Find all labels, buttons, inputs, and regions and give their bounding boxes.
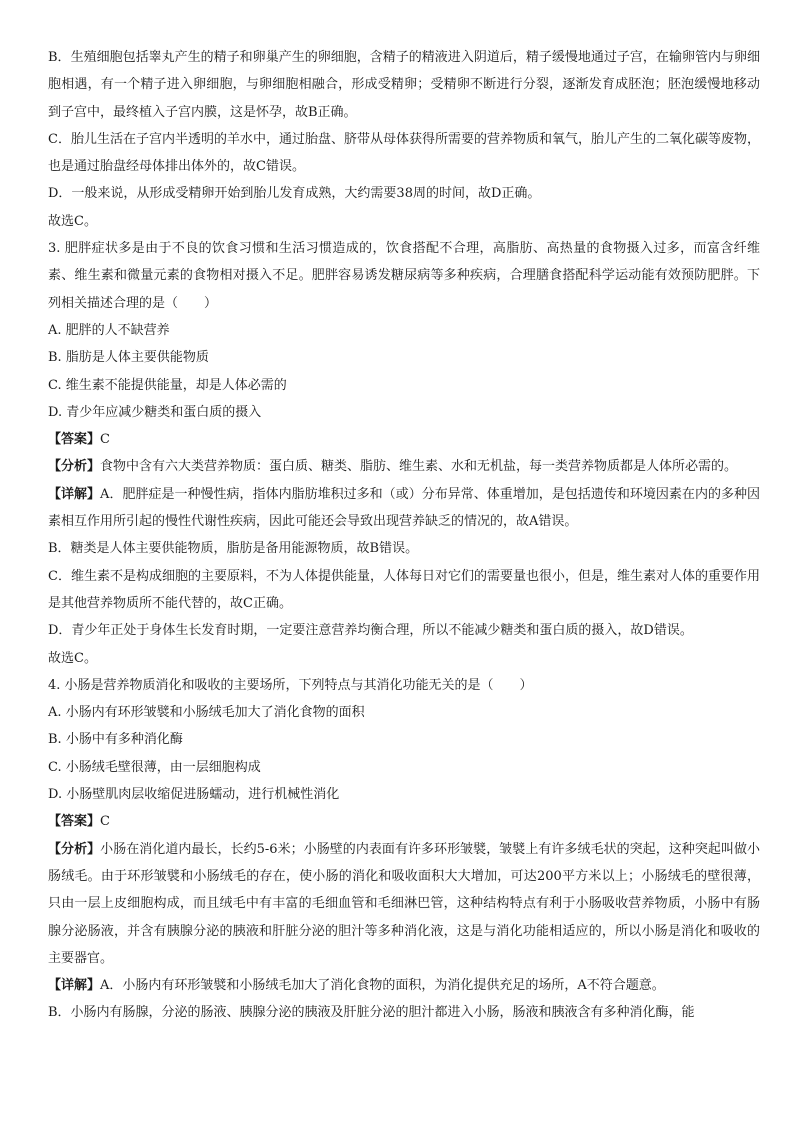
- q3-option-a: A. 肥胖的人不缺营养: [48, 322, 170, 338]
- q4-analysis: [48, 836, 760, 972]
- q3-detail-a: [48, 481, 760, 536]
- q4-analysis-text: 小肠在消化道内最长，长约5-6米；小肠壁的内表面有许多环形皱襞，皱襞上有许多绒毛状的突起，这种突起叫做小肠绒毛。由于环形皱襞和小肠绒毛的存在，使小肠的消化和吸收面积大大增加，可达200平方米以上；小肠绒毛的壁很薄，只由一层上皮细胞构成，而且绒毛中有丰富的毛细血管和毛细淋巴管，这种结构特点有利于小肠吸收营养物质，小肠中有肠腺分泌肠液，并含有胰腺分泌的胰液和肝脏分泌的胆汁等多种消化液，这是与消化功能相适应的，所以小肠是消化和吸收的主要器官。: [48, 841, 760, 966]
- q3-detail-c: C．维生素不是构成细胞的主要原料，不为人体提供能量，人体每日对它们的需要量也很小，但是，维生素对人体的重要作用是其他营养物质所不能代替的，故C正确。: [48, 568, 760, 611]
- q3-analysis-text: 食物中含有六大类营养物质：蛋白质、糖类、脂肪、维生素、水和无机盐，每一类营养物质都是人体所必需的。: [100, 459, 738, 475]
- q3-detail-d: D．青少年正处于身体生长发育时期，一定要注意营养均衡合理，所以不能减少糖类和蛋白质的摄入，故D错误。: [48, 623, 693, 639]
- q4-option-b: B. 小肠中有多种消化酶: [48, 732, 183, 748]
- q4-detail-b: B．小肠内有肠腺，分泌的肠液、胰腺分泌的胰液及肝脏分泌的胆汁都进入小肠，肠液和胰液含有多种消化酶，能: [48, 1005, 695, 1021]
- q4-stem: 4. 小肠是营养物质消化和吸收的主要场所，下列特点与其消化功能无关的是（ ）: [48, 677, 533, 693]
- q4-analysis-tag: 【分析】: [48, 841, 101, 857]
- q4-detail-tag: 【详解】: [48, 978, 101, 994]
- q3-answer-value: C: [100, 432, 110, 448]
- document-page: [48, 44, 760, 1027]
- q3-analysis: [48, 453, 760, 480]
- q3-answer-tag: 【答案】: [48, 432, 101, 448]
- q3-analysis-tag: 【分析】: [48, 459, 101, 475]
- q3-detail-a-text: A．肥胖症是一种慢性病，指体内脂肪堆积过多和（或）分布异常、体重增加，是包括遗传和环境因素在内的多种因素相互作用所引起的慢性代谢性疾病，因此可能还会导致出现营养缺乏的情况的，故A错误。: [48, 486, 760, 530]
- q4-option-a: A. 小肠内有环形皱襞和小肠绒毛加大了消化食物的面积: [48, 705, 365, 721]
- q2-option-b-explanation: B．生殖细胞包括睾丸产生的精子和卵巢产生的卵细胞，含精子的精液进入阴道后，精子缓慢地通过子宫，在输卵管内与卵细胞相遇，有一个精子进入卵细胞，与卵细胞相融合，形成受精卵；受精卵不断进行分裂，逐渐发育成胚泡；胚泡缓慢地移动到子宫中，最终植入子宫内膜，这是怀孕，故B正确。: [48, 50, 760, 120]
- q4-option-c: C. 小肠绒毛壁很薄，由一层细胞构成: [48, 759, 261, 775]
- q4-detail-a: [48, 972, 760, 999]
- q4-detail-a-text: A．小肠内有环形皱襞和小肠绒毛加大了消化食物的面积，为消化提供充足的场所，A不符合题意。: [100, 978, 665, 994]
- q3-detail-tag: 【详解】: [48, 486, 101, 502]
- q2-option-d-explanation: D．一般来说，从形成受精卵开始到胎儿发育成熟，大约需要38周的时间，故D正确。: [48, 186, 541, 202]
- q4-option-d: D. 小肠壁肌肉层收缩促进肠蠕动，进行机械性消化: [48, 787, 340, 803]
- q4-answer-value: C: [100, 814, 110, 830]
- q3-stem: 3. 肥胖症状多是由于不良的饮食习惯和生活习惯造成的，饮食搭配不合理，高脂肪、高热量的食物摄入过多，而富含纤维素、维生素和微量元素的食物相对摄入不足。肥胖容易诱发糖尿病等多种疾病，合理膳食搭配科学运动能有效预防肥胖。下列相关描述合理的是（ ）: [48, 241, 760, 311]
- q4-answer-tag: 【答案】: [48, 814, 101, 830]
- q2-option-c-explanation: C．胎儿生活在子宫内半透明的羊水中，通过胎盘、脐带从母体获得所需要的营养物质和氧气，胎儿产生的二氧化碳等废物，也是通过胎盘经母体排出体外的，故C错误。: [48, 131, 760, 175]
- q3-detail-b: B．糖类是人体主要供能物质，脂肪是备用能源物质，故B错误。: [48, 541, 419, 557]
- q3-answer: [48, 426, 760, 453]
- q2-conclusion: 故选C。: [48, 213, 97, 229]
- q4-answer: [48, 808, 760, 835]
- q3-option-d: D. 青少年应减少糖类和蛋白质的摄入: [48, 404, 262, 420]
- q3-conclusion: 故选C。: [48, 650, 97, 666]
- q3-option-b: B. 脂肪是人体主要供能物质: [48, 350, 209, 366]
- q3-option-c: C. 维生素不能提供能量，却是人体必需的: [48, 377, 287, 393]
